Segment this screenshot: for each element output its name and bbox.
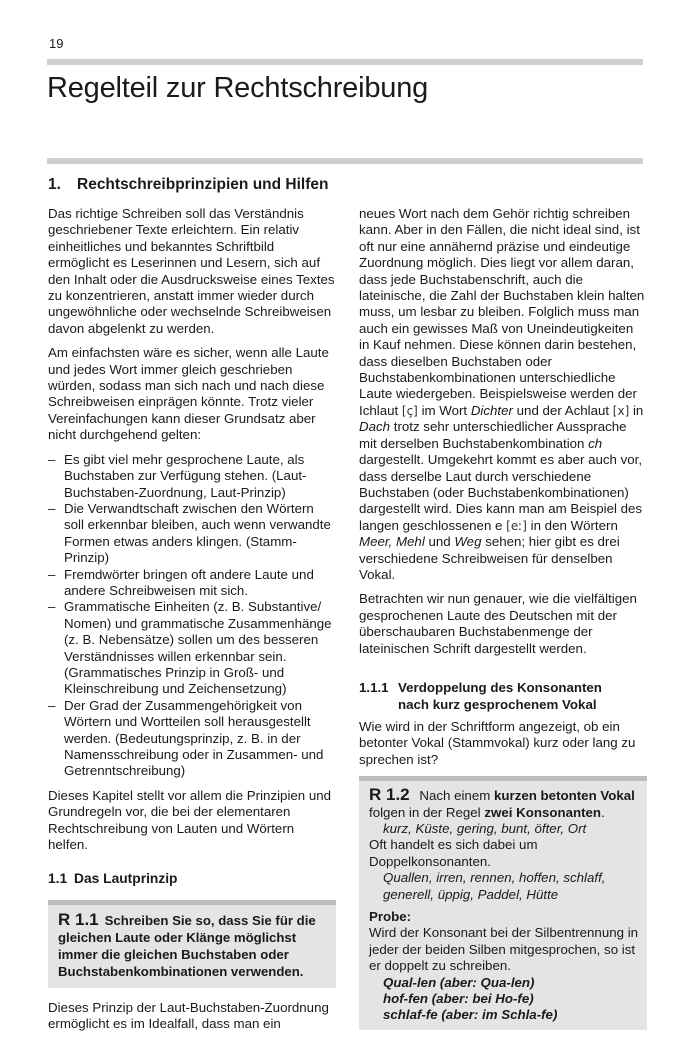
top-divider <box>47 59 643 65</box>
rule-text: Wird der Konsonant bei der Silbentrennung in jeder der beiden Silben mitgesprochen, so ist er doppelt zu schreiben. <box>369 925 639 974</box>
list-item: – Es gibt viel mehr gesprochene Laute, als Buchstaben zur Verfügung stehen. (Laut-Buchstaben-Zuordnung, Laut-Prinzip) <box>48 452 336 501</box>
subsection-heading <box>48 871 336 887</box>
subsection-number: 1.1 <box>48 871 68 887</box>
subsubsection-title: Verdoppelung des Konsonanten <box>398 679 602 695</box>
section-title: Rechtschreibprinzipien und Hilfen <box>77 176 329 193</box>
examples: hof-fen (aber: bei Ho-fe) <box>383 991 534 1007</box>
list-item: – Fremdwörter bringen oft andere Laute und andere Schreibweisen mit sich. <box>48 567 336 600</box>
emphasis: kurzen betonten Vokal <box>494 788 635 804</box>
text-run: im Wort <box>421 402 468 418</box>
emphasis: zwei Konsonanten <box>484 804 602 820</box>
subsubsection-heading <box>359 679 647 713</box>
example-word: Dichter <box>470 402 513 418</box>
rule-box <box>48 900 336 988</box>
examples: schlaf-fe (aber: im Schla-fe) <box>383 1007 558 1023</box>
phonetic-symbol: [ç] <box>401 403 418 418</box>
rule-text: Schreiben Sie so, dass Sie für die gleichen Laute oder Klänge möglichst immer die gleichen Buchstaben oder Buchstabenkombinationen verwenden. <box>58 912 316 979</box>
rule-label: R 1.1 <box>58 909 99 929</box>
example-word: Weg <box>454 534 482 550</box>
text-run: in <box>632 402 644 418</box>
text-run: neues Wort nach dem Gehör richtig schreiben kann. Aber in den Fällen, die nicht ideal sind, ist oft nur eine annähernd präzise und eindeutige Zuordnung möglich. Dies liegt vor allem daran, dass jede Buchstabenschrift, auch die lateinische, die Zahl der Buchstaben klein halten muss, um lesbar zu bleiben. Folglich muss man auch ein gewisses Maß von Uneindeutigkeiten in Kauf nehmen. Diese können darin bestehen, dass dieselben Buchstaben oder Buchstabenkombinationen unterschiedliche Laute wiedergeben. Beispielsweise werden der Ichlaut <box>359 206 645 418</box>
example-word: Dach <box>359 419 391 435</box>
section-number: 1. <box>48 176 61 193</box>
example-word: ch <box>588 435 603 451</box>
examples: Quallen, irren, rennen, hoffen, schlaff, generell, üppig, Paddel, Hütte <box>383 870 606 902</box>
text-run: . <box>601 804 605 820</box>
text-run: und der Achlaut <box>516 402 610 418</box>
paragraph: Dieses Prinzip der Laut-Buchstaben-Zuordnung ermöglicht es im Idealfall, dass man ein <box>48 999 329 1032</box>
paragraph <box>359 206 647 583</box>
text-run: und <box>428 534 451 550</box>
paragraph: Betrachten wir nun genauer, wie die vielfältigen gesprochenen Laute des Deutschen mit der überschaubaren Buchstabenmenge der lateinischen Schrift dargestellt werden. <box>359 591 637 656</box>
example-word: Meer, Mehl <box>359 534 425 550</box>
rule-text <box>369 787 639 821</box>
text-run: dargestellt. Umgekehrt kommt es aber auch vor, dass derselbe Laut durch verschiedene Buchstaben (oder Buchstabenkombinationen) dargestellt wird. Dies kann man am Beispiel des langen geschlossenen e <box>359 452 643 533</box>
subsubsection-title-cont: nach kurz gesprochenem Vokal <box>398 696 597 712</box>
phonetic-symbol: [eː] <box>506 518 527 533</box>
paragraph: Dieses Kapitel stellt vor allem die Prinzipien und Grundregeln vor, die bei der elementaren Rechtschreibung von Lauten und Wörtern helfen. <box>48 787 332 853</box>
examples: Qual-len (aber: Qua-len) <box>383 974 535 990</box>
paragraph: Am einfachsten wäre es sicher, wenn alle Laute und jedes Wort immer gleich geschrieben würden, sodass man sich nach und nach diese Schreibweisen einprägen könnte. Trotz vieler Vereinfachungen kann dieser Grundsatz aber nicht durchgehend gelten: <box>48 345 329 443</box>
page-title: Regelteil zur Rechtschreibung <box>47 72 429 104</box>
principle-list <box>48 452 336 780</box>
list-item: – Die Verwandtschaft zwischen den Wörtern soll erkennbar bleiben, auch wenn verwandte Formen etwas anders klingen. (Stamm-Prinzip) <box>48 501 336 567</box>
text-run: sehen; hier gibt es drei verschiedene Schreibweisen für denselben Vokal. <box>359 534 620 582</box>
rule-text: Oft handelt es sich dabei um Doppelkonsonanten. <box>369 837 538 869</box>
left-column <box>48 206 336 1041</box>
rule-label: R 1.2 <box>369 785 410 805</box>
text-run: folgen in der Regel <box>369 804 481 820</box>
text-run: Nach einem <box>419 788 491 804</box>
section-divider <box>47 158 643 164</box>
section-heading <box>48 176 328 194</box>
text-run: in den Wörtern <box>530 517 618 533</box>
list-item: – Grammatische Einheiten (z. B. Substantive/ Nomen) und grammatische Zusammenhänge (z. B. Nebensätze) sollen um des besseren Verständnisses willen erkennbar sein. (Grammatisches Prinzip in Groß- und Kleinschreibung und Zeichensetzung) <box>48 599 336 697</box>
page-number: 19 <box>49 36 64 51</box>
paragraph: Wie wird in der Schriftform angezeigt, ob ein betonter Vokal (Stammvokal) kurz oder lang zu sprechen ist? <box>359 718 636 767</box>
probe-label: Probe: <box>369 909 412 925</box>
list-item: – Der Grad der Zusammengehörigkeit von Wörtern und Wortteilen soll herausgestellt werden. (Bedeutungsprinzip, z. B. in der Namensschreibung oder in Zusammen- und Getrenntschreibung) <box>48 698 336 780</box>
phonetic-symbol: [x] <box>612 403 630 418</box>
subsection-title: Das Lautprinzip <box>74 871 178 887</box>
text-run: trotz sehr unterschiedlicher Aussprache mit derselben Buchstabenkombination <box>359 419 627 451</box>
rule-box <box>359 776 647 1030</box>
paragraph: Das richtige Schreiben soll das Verständnis geschriebener Texte erleichtern. Ein relativ einheitliches und bekanntes Schriftbild ermöglicht es Leserinnen und Lesern, sich auf den Inhalt oder die Ausdrucksweise eines Textes zu konzentrieren, anstatt immer wieder durch ungewöhnliche oder wechselnde Schreibweisen davon abgelenkt zu werden. <box>48 206 335 336</box>
examples: kurz, Küste, gering, bunt, öfter, Ort <box>383 821 587 836</box>
right-column <box>359 206 647 1030</box>
subsubsection-number: 1.1.1 <box>359 679 389 695</box>
